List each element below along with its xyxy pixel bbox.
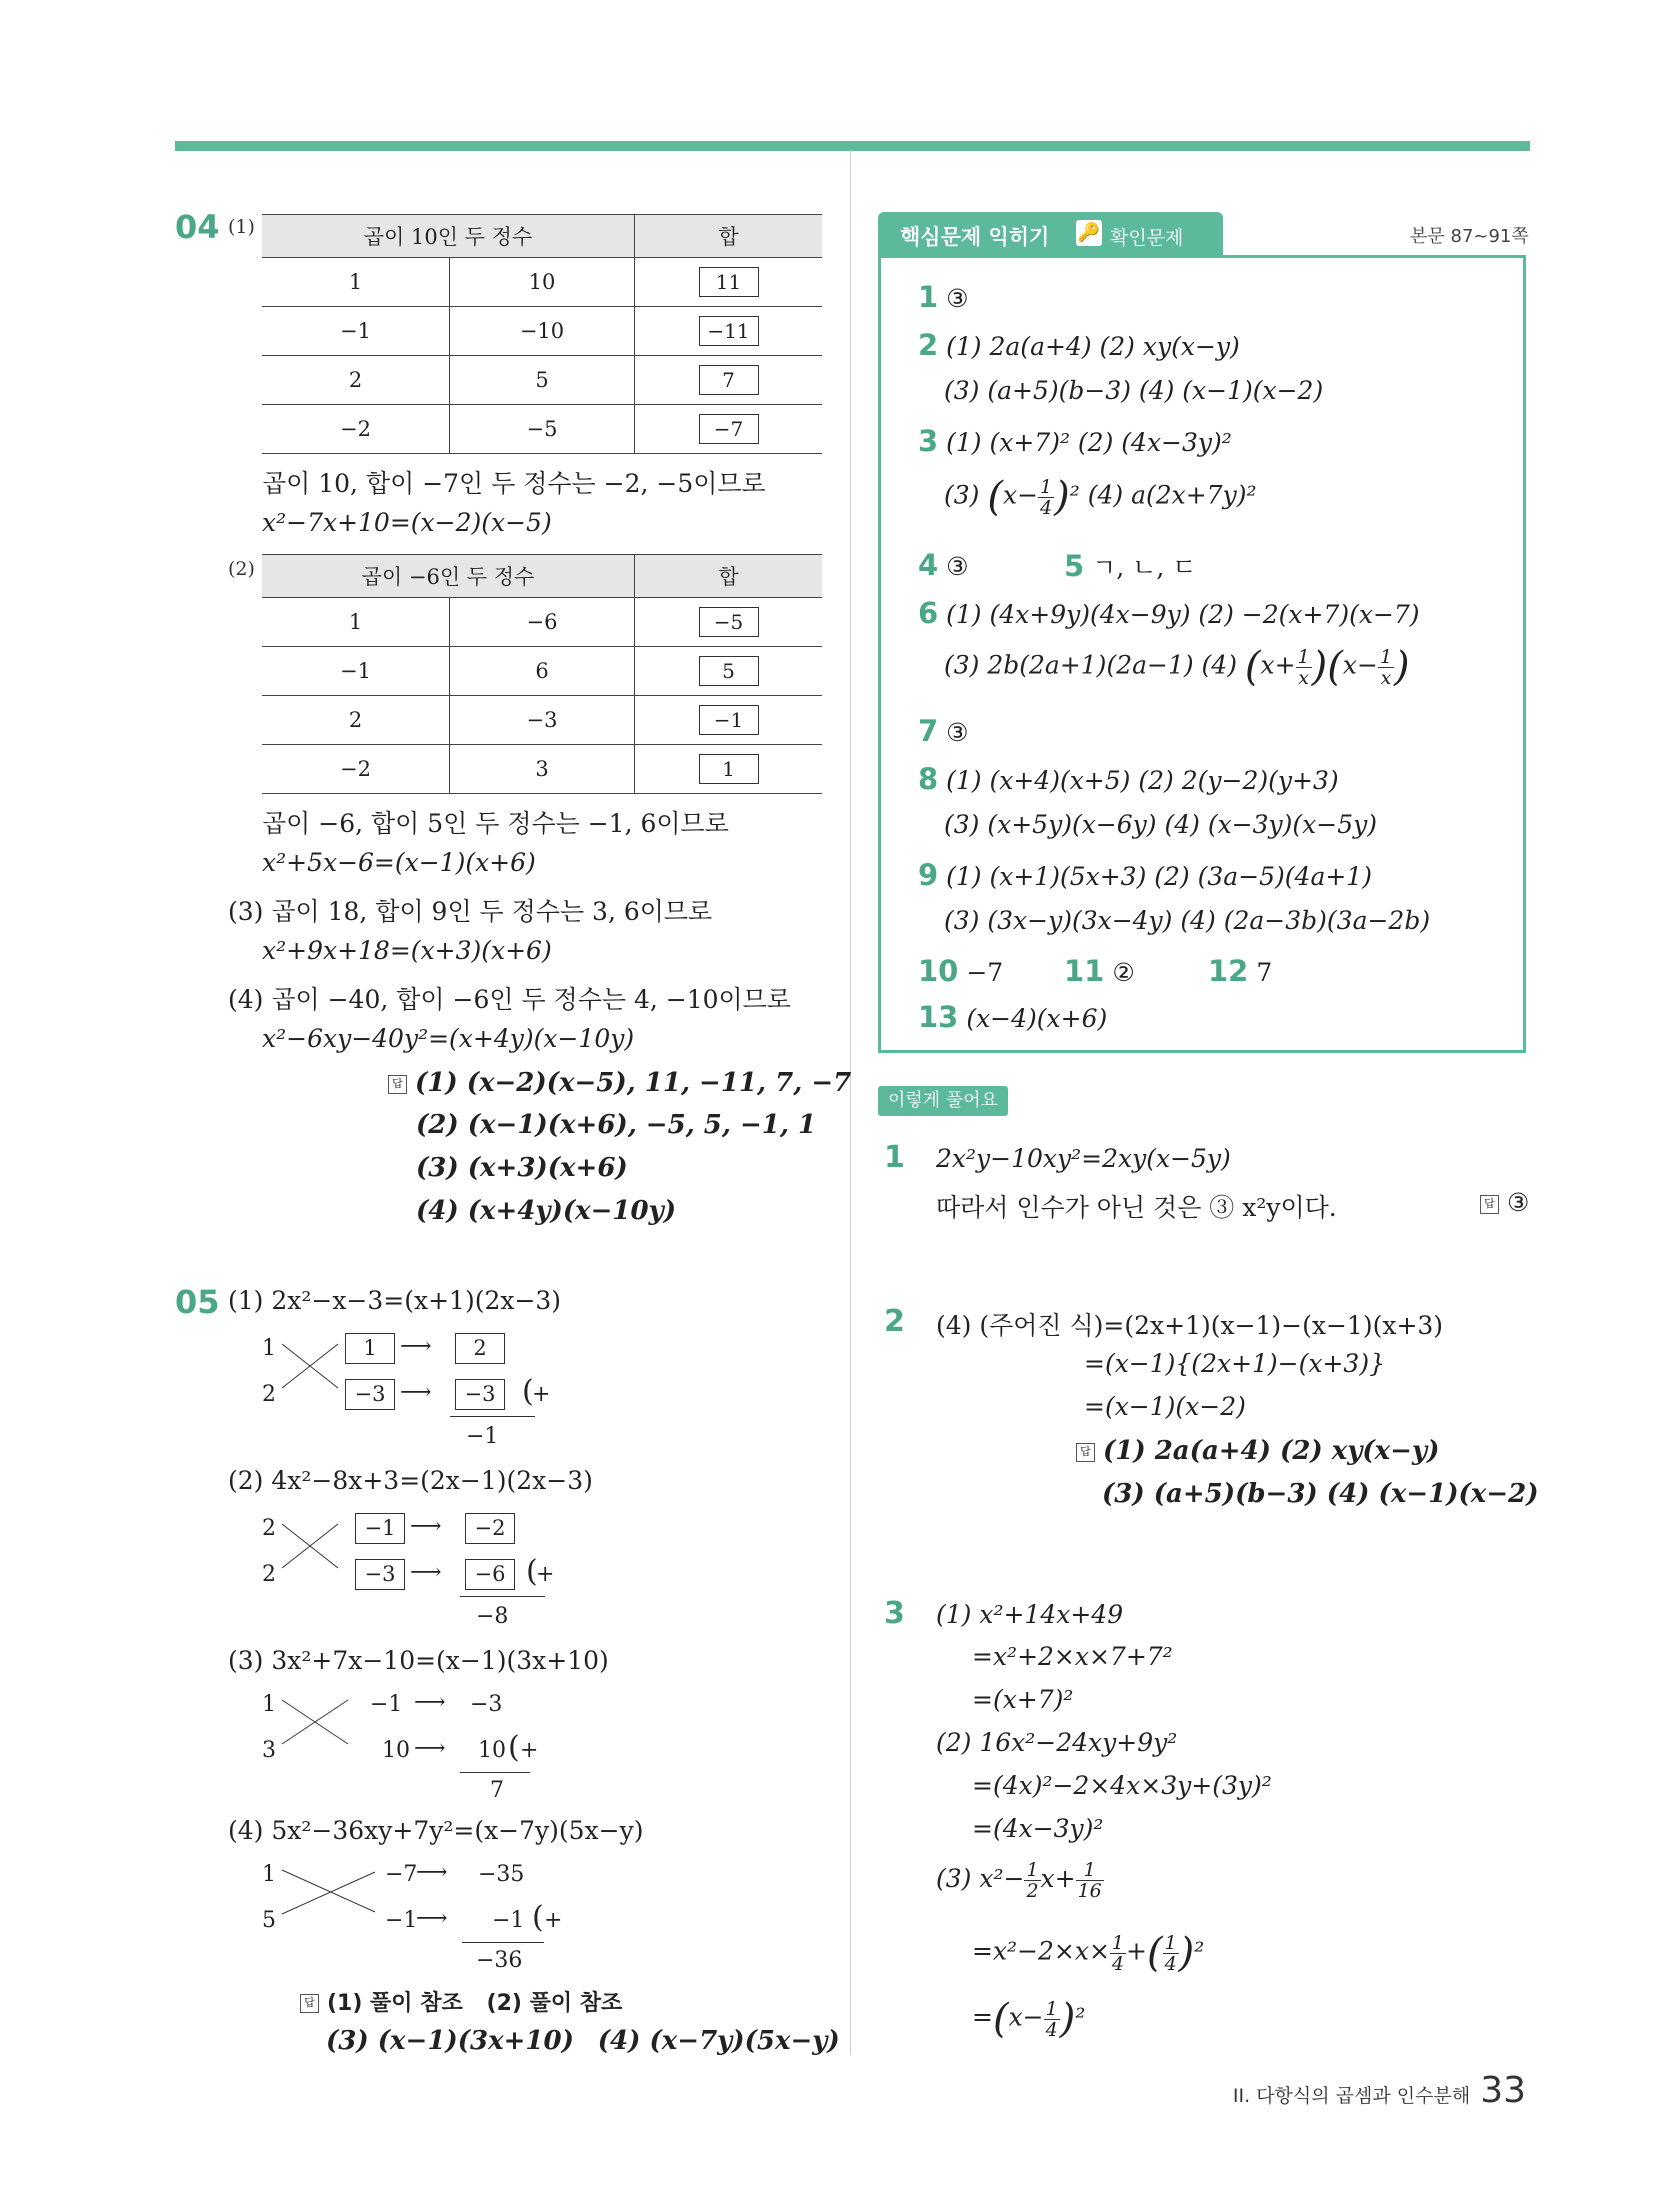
question-05-number: 05 bbox=[175, 1283, 220, 1321]
cross-mid-box: −1 bbox=[355, 1513, 405, 1544]
q05-p3-equation: (3) 3x²+7x−10=(x−1)(3x+10) bbox=[228, 1646, 609, 1675]
q05-p4-equation: (4) 5x²−36xy+7y²=(x−7y)(5x−y) bbox=[228, 1816, 644, 1845]
core-answer-8b: (3) (x+5y)(x−6y) (4) (x−3y)(x−5y) bbox=[944, 810, 1377, 839]
q04-answer-1: 답 (1) (x−2)(x−5), 11, −11, 7, −7 bbox=[388, 1068, 851, 1098]
q04-p2-formula: x²+5x−6=(x−1)(x+6) bbox=[262, 848, 536, 877]
core-section-header bbox=[878, 212, 1223, 256]
answer-mark-icon: 답 bbox=[1076, 1443, 1095, 1462]
cross-arrows-icon bbox=[280, 1516, 345, 1576]
answer-box: 7 bbox=[699, 365, 759, 395]
sum-bracket-icon: ( bbox=[508, 1730, 520, 1765]
sum-line bbox=[450, 1416, 535, 1417]
cross-left-bottom: 5 bbox=[262, 1908, 276, 1933]
chapter-title: II. 다항식의 곱셈과 인수분해 bbox=[1232, 2085, 1471, 2107]
answer-box: −11 bbox=[699, 316, 759, 346]
cross-left-top: 1 bbox=[262, 1692, 276, 1717]
arrow-right-icon: ⟶ bbox=[414, 1690, 446, 1715]
table-header: 합 bbox=[635, 215, 823, 258]
table-row: 1 −6 −5 bbox=[262, 598, 822, 647]
arrow-right-icon: ⟶ bbox=[410, 1514, 442, 1539]
table-header: 합 bbox=[635, 555, 823, 598]
cross-arrows-icon bbox=[280, 1336, 345, 1396]
cross-right-value: −1 bbox=[492, 1908, 525, 1933]
cross-mid-value: 10 bbox=[382, 1738, 410, 1763]
cross-right-box: 2 bbox=[455, 1333, 505, 1364]
q04-p3-text: (3) 곱이 18, 합이 9인 두 정수는 3, 6이므로 bbox=[228, 897, 713, 926]
answer-box: −5 bbox=[699, 607, 759, 637]
core-answer-12: 12 7 bbox=[1208, 954, 1273, 988]
core-answer-9: 9 (1) (x+1)(5x+3) (2) (3a−5)(4a+1) bbox=[918, 858, 1372, 892]
q05-answer-1: 답 (1) 풀이 참조 (2) 풀이 참조 bbox=[300, 1986, 622, 2017]
solution-3-l1: (1) x²+14x+49 bbox=[936, 1600, 1124, 1629]
cross-right-value: −35 bbox=[478, 1862, 525, 1887]
cross-arrows-icon bbox=[280, 1862, 380, 1922]
sum-bracket-icon: ( bbox=[526, 1554, 538, 1589]
solution-3-l6: =(4x−3y)² bbox=[972, 1814, 1104, 1843]
arrow-right-icon: ⟶ bbox=[400, 1334, 432, 1359]
table-row: −1 −10 −11 bbox=[262, 307, 822, 356]
answer-box: 5 bbox=[699, 656, 759, 686]
arrow-right-icon: ⟶ bbox=[416, 1860, 448, 1885]
q04-table-1 bbox=[262, 214, 822, 454]
answer-mark-icon: 답 bbox=[388, 1075, 407, 1094]
core-answer-9b: (3) (3x−y)(3x−4y) (4) (2a−3b)(3a−2b) bbox=[944, 906, 1431, 935]
cross-mid-box: 1 bbox=[345, 1333, 395, 1364]
cross-right-box: −3 bbox=[455, 1379, 505, 1410]
table-row: −2 3 1 bbox=[262, 745, 822, 794]
core-answer-3: 3 (1) (x+7)² (2) (4x−3y)² bbox=[918, 424, 1232, 458]
q05-p2-equation: (2) 4x²−8x+3=(2x−1)(2x−3) bbox=[228, 1466, 593, 1495]
answer-mark-icon: 답 bbox=[1480, 1195, 1499, 1214]
core-answer-2: 2 (1) 2a(a+4) (2) xy(x−y) bbox=[918, 328, 1240, 362]
q04-answer-2: (2) (x−1)(x+6), −5, 5, −1, 1 bbox=[416, 1110, 817, 1140]
q04-part2-label: (2) bbox=[228, 558, 255, 580]
core-title: 핵심문제 익히기 bbox=[900, 225, 1050, 249]
table-row: 2 5 7 bbox=[262, 356, 822, 405]
cross-left-top: 1 bbox=[262, 1862, 276, 1887]
sum-line bbox=[462, 1942, 544, 1943]
solution-2-answer-2: (3) (a+5)(b−3) (4) (x−1)(x−2) bbox=[1102, 1479, 1539, 1509]
core-answer-5: 5 ㄱ, ㄴ, ㄷ bbox=[1064, 549, 1197, 583]
cross-left-bottom: 2 bbox=[262, 1562, 276, 1587]
core-answer-7: 7 ③ bbox=[918, 714, 969, 748]
core-answer-4: 4 ③ bbox=[918, 548, 969, 582]
solution-3-l4: (2) 16x²−24xy+9y² bbox=[936, 1728, 1178, 1757]
table-header: 곱이 10인 두 정수 bbox=[262, 215, 635, 258]
solution-1-number: 1 bbox=[884, 1140, 905, 1175]
core-answer-11: 11 ② bbox=[1064, 954, 1135, 988]
solution-3-l9: =(x− $\frac{1}{4}$ )² bbox=[972, 1996, 1086, 2042]
q04-table-2 bbox=[262, 554, 822, 794]
solution-2-line2: =(x−1){(2x+1)−(x+3)} bbox=[1084, 1349, 1385, 1378]
cross-left-bottom: 3 bbox=[262, 1738, 276, 1763]
plus-sign: + bbox=[520, 1738, 539, 1763]
solution-1-line1: 2x²y−10xy²=2xy(x−5y) bbox=[936, 1144, 1231, 1173]
answer-mark-icon: 답 bbox=[300, 1994, 319, 2013]
column-divider bbox=[850, 150, 851, 2055]
q04-p4-formula: x²−6xy−40y²=(x+4y)(x−10y) bbox=[262, 1024, 635, 1053]
page-footer bbox=[1233, 2070, 1526, 2111]
sum-line bbox=[460, 1596, 545, 1597]
q04-p4-text: (4) 곱이 −40, 합이 −6인 두 정수는 4, −10이므로 bbox=[228, 985, 791, 1014]
core-subtitle: 확인문제 bbox=[1110, 227, 1184, 249]
cross-right-box: −6 bbox=[465, 1559, 515, 1590]
core-answer-2b: (3) (a+5)(b−3) (4) (x−1)(x−2) bbox=[944, 376, 1324, 405]
q04-part1-label: (1) bbox=[228, 216, 255, 238]
cross-sum: −1 bbox=[466, 1424, 499, 1449]
core-answer-13: 13 (x−4)(x+6) bbox=[918, 1000, 1108, 1034]
q05-answer-2: (3) (x−1)(3x+10) (4) (x−7y)(5x−y) bbox=[326, 2026, 840, 2056]
answer-box: −1 bbox=[699, 705, 759, 735]
question-04-number: 04 bbox=[175, 208, 220, 246]
answer-box: −7 bbox=[699, 414, 759, 444]
solution-3-l3: =(x+7)² bbox=[972, 1685, 1074, 1714]
cross-mid-box: −3 bbox=[355, 1559, 405, 1590]
q04-answer-3: (3) (x+3)(x+6) bbox=[416, 1153, 628, 1183]
sum-bracket-icon: ( bbox=[532, 1900, 544, 1935]
core-answer-1: 1 ③ bbox=[918, 280, 969, 314]
q04-p1-formula: x²−7x+10=(x−2)(x−5) bbox=[262, 508, 552, 537]
plus-sign: + bbox=[536, 1562, 555, 1587]
cross-mid-box: −3 bbox=[345, 1379, 395, 1410]
cross-left-top: 2 bbox=[262, 1516, 276, 1541]
solution-2-line3: =(x−1)(x−2) bbox=[1084, 1392, 1246, 1421]
cross-left-bottom: 2 bbox=[262, 1382, 276, 1407]
answer-box: 11 bbox=[699, 267, 759, 297]
table-row: 2 −3 −1 bbox=[262, 696, 822, 745]
q04-p3-formula: x²+9x+18=(x+3)(x+6) bbox=[262, 936, 552, 965]
cross-mid-value: −1 bbox=[370, 1692, 403, 1717]
cross-right-value: 10 bbox=[478, 1738, 506, 1763]
solution-3-l7: (3) x²− $\frac{1}{2}$ x+ $\frac{1}{16}$ bbox=[936, 1859, 1102, 1902]
solution-3-l5: =(4x)²−2×4x×3y+(3y)² bbox=[972, 1771, 1272, 1800]
arrow-right-icon: ⟶ bbox=[414, 1736, 446, 1761]
cross-mid-value: −1 bbox=[385, 1908, 418, 1933]
core-answer-6: 6 (1) (4x+9y)(4x−9y) (2) −2(x+7)(x−7) bbox=[918, 596, 1420, 630]
solution-2-number: 2 bbox=[884, 1304, 905, 1339]
cross-left-top: 1 bbox=[262, 1336, 276, 1361]
cross-sum: −8 bbox=[476, 1604, 509, 1629]
q05-p1-equation: (1) 2x²−x−3=(x+1)(2x−3) bbox=[228, 1286, 562, 1315]
arrow-right-icon: ⟶ bbox=[400, 1380, 432, 1405]
core-answer-3b: (3) (x− $\frac{1}{4}$ )² (4) a(2x+7y)² bbox=[944, 474, 1257, 520]
table-row: −1 6 5 bbox=[262, 647, 822, 696]
page-number: 33 bbox=[1480, 2070, 1526, 2111]
solution-tag: 이렇게 풀어요 bbox=[878, 1086, 1008, 1116]
arrow-right-icon: ⟶ bbox=[416, 1906, 448, 1931]
sum-bracket-icon: ( bbox=[522, 1374, 534, 1409]
table-header: 곱이 −6인 두 정수 bbox=[262, 555, 635, 598]
key-icon: 🔑 bbox=[1076, 220, 1102, 246]
core-page-reference: 본문 87~91쪽 bbox=[1410, 226, 1529, 247]
cross-right-value: −3 bbox=[470, 1692, 503, 1717]
solution-1-answer: 답 ③ bbox=[1480, 1188, 1529, 1217]
core-answer-6b: (3) 2b(2a+1)(2a−1) (4) (x+ $\frac{1}{x}$ )(x− $\frac{1}{x}$ ) bbox=[944, 644, 1410, 690]
table-row: −2 −5 −7 bbox=[262, 405, 822, 454]
solution-3-number: 3 bbox=[884, 1596, 905, 1631]
solution-1-line2: 따라서 인수가 아닌 것은 ③ x²y이다. bbox=[936, 1193, 1337, 1222]
cross-sum: −36 bbox=[476, 1948, 523, 1973]
plus-sign: + bbox=[544, 1908, 563, 1933]
q04-p1-text: 곱이 10, 합이 −7인 두 정수는 −2, −5이므로 bbox=[262, 469, 766, 498]
solution-3-l2: =x²+2×x×7+7² bbox=[972, 1642, 1173, 1671]
cross-arrows-icon bbox=[280, 1692, 355, 1752]
table-row: 1 10 11 bbox=[262, 258, 822, 307]
core-answer-10: 10 −7 bbox=[918, 954, 1004, 988]
plus-sign: + bbox=[532, 1382, 551, 1407]
solution-2-line1: (4) (주어진 식)=(2x+1)(x−1)−(x−1)(x+3) bbox=[936, 1311, 1444, 1340]
cross-sum: 7 bbox=[490, 1778, 504, 1803]
cross-mid-value: −7 bbox=[385, 1862, 418, 1887]
sum-line bbox=[460, 1772, 530, 1773]
arrow-right-icon: ⟶ bbox=[410, 1560, 442, 1585]
solution-3-l8: =x²−2×x× $\frac{1}{4}$ +( $\frac{1}{4}$ )² bbox=[972, 1930, 1205, 1976]
core-answer-8: 8 (1) (x+4)(x+5) (2) 2(y−2)(y+3) bbox=[918, 762, 1339, 796]
solution-2-answer-1: 답 (1) 2a(a+4) (2) xy(x−y) bbox=[1076, 1436, 1439, 1466]
answer-box: 1 bbox=[699, 754, 759, 784]
cross-right-box: −2 bbox=[465, 1513, 515, 1544]
q04-p2-text: 곱이 −6, 합이 5인 두 정수는 −1, 6이므로 bbox=[262, 809, 729, 838]
q04-answer-4: (4) (x+4y)(x−10y) bbox=[416, 1196, 677, 1226]
top-accent-bar bbox=[175, 141, 1530, 151]
